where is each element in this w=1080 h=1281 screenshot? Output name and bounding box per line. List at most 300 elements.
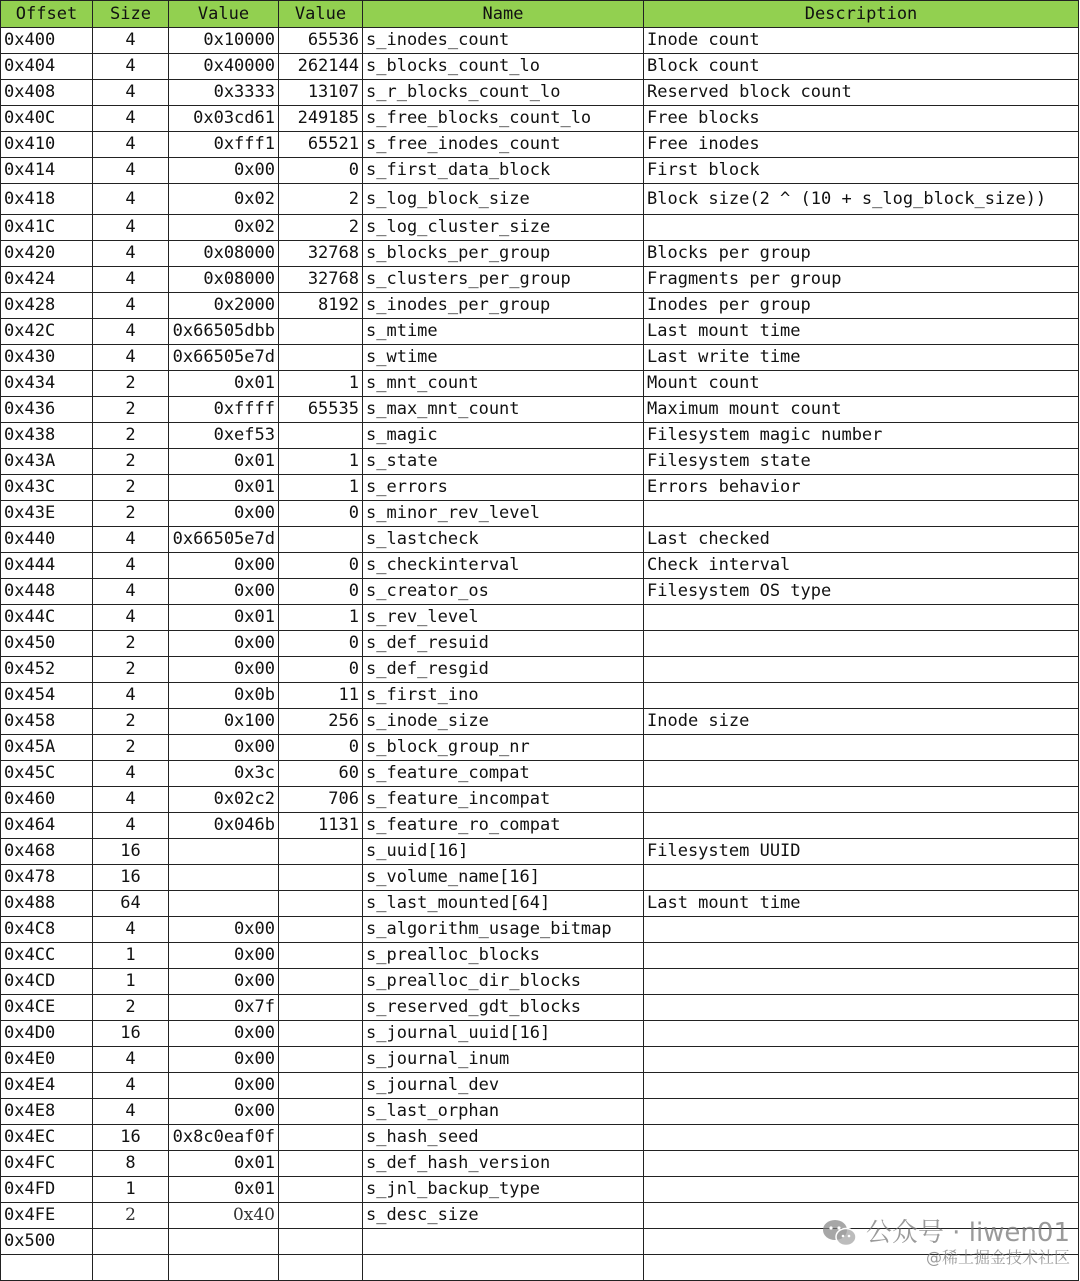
cell-offset: 0x42C (1, 319, 93, 345)
cell-value-dec (279, 1177, 363, 1203)
cell-offset: 0x452 (1, 657, 93, 683)
table-row (1, 969, 1079, 995)
cell-field-name: s_log_block_size (363, 184, 644, 215)
cell-description (644, 735, 1079, 761)
table-row (1, 54, 1079, 80)
cell-size: 4 (93, 553, 169, 579)
cell-field-name: s_jnl_backup_type (363, 1177, 644, 1203)
table-row (1, 475, 1079, 501)
table-row (1, 371, 1079, 397)
cell-value-hex: 0x01 (169, 1151, 279, 1177)
cell-value-dec (279, 1099, 363, 1125)
cell-offset: 0x420 (1, 241, 93, 267)
cell-value-hex: 0x100 (169, 709, 279, 735)
cell-description: Last checked (644, 527, 1079, 553)
table-row (1, 1177, 1079, 1203)
cell-value-hex: 0x3333 (169, 80, 279, 106)
cell-value-hex: 0x8c0eaf0f (169, 1125, 279, 1151)
cell-description: Fragments per group (644, 267, 1079, 293)
cell-value-hex: 0x00 (169, 501, 279, 527)
cell-offset: 0x410 (1, 132, 93, 158)
cell-offset: 0x404 (1, 54, 93, 80)
cell-value-dec: 32768 (279, 267, 363, 293)
cell-description: Inodes per group (644, 293, 1079, 319)
cell-value-dec (279, 969, 363, 995)
cell-value-hex: 0x7f (169, 995, 279, 1021)
cell-description (644, 657, 1079, 683)
cell-offset: 0x464 (1, 813, 93, 839)
cell-value-hex: 0xffff (169, 397, 279, 423)
cell-description (644, 1021, 1079, 1047)
table-row (1, 1073, 1079, 1099)
cell-value-dec: 13107 (279, 80, 363, 106)
header-name: Name (363, 1, 644, 28)
cell-value-dec: 706 (279, 787, 363, 813)
table-row (1, 184, 1079, 215)
cell-field-name: s_r_blocks_count_lo (363, 80, 644, 106)
cell-value-dec (279, 891, 363, 917)
cell-value-hex (169, 891, 279, 917)
cell-description: Free blocks (644, 106, 1079, 132)
cell-field-name: s_prealloc_blocks (363, 943, 644, 969)
cell-description (644, 683, 1079, 709)
cell-value-dec: 2 (279, 184, 363, 215)
cell-offset: 0x424 (1, 267, 93, 293)
cell-description: Inode count (644, 28, 1079, 54)
cell-field-name: s_journal_uuid[16] (363, 1021, 644, 1047)
cell-field-name: s_first_ino (363, 683, 644, 709)
cell-value-hex: 0x00 (169, 1047, 279, 1073)
cell-size: 16 (93, 839, 169, 865)
cell-description: Mount count (644, 371, 1079, 397)
cell-size: 4 (93, 787, 169, 813)
cell-size: 1 (93, 969, 169, 995)
cell-offset: 0x4FE (1, 1203, 93, 1229)
cell-size: 4 (93, 241, 169, 267)
cell-size: 4 (93, 1047, 169, 1073)
cell-field-name: s_inodes_count (363, 28, 644, 54)
table-row (1, 449, 1079, 475)
cell-value-dec (279, 1255, 363, 1281)
cell-size: 4 (93, 28, 169, 54)
table-row (1, 657, 1079, 683)
cell-size: 4 (93, 579, 169, 605)
cell-description: Last mount time (644, 891, 1079, 917)
cell-value-dec (279, 319, 363, 345)
table-row (1, 553, 1079, 579)
table-row (1, 132, 1079, 158)
cell-size: 4 (93, 267, 169, 293)
cell-value-hex: 0x00 (169, 1021, 279, 1047)
table-row (1, 423, 1079, 449)
cell-value-dec: 0 (279, 501, 363, 527)
cell-value-hex: 0x00 (169, 917, 279, 943)
cell-field-name: s_state (363, 449, 644, 475)
cell-size: 2 (93, 1203, 169, 1229)
cell-description: Filesystem magic number (644, 423, 1079, 449)
cell-value-dec (279, 1021, 363, 1047)
cell-description (644, 1229, 1079, 1255)
cell-offset: 0x460 (1, 787, 93, 813)
cell-size: 2 (93, 501, 169, 527)
cell-size: 4 (93, 917, 169, 943)
cell-field-name: s_blocks_per_group (363, 241, 644, 267)
watermark-source: @稀土掘金技术社区 (925, 1248, 1070, 1267)
cell-offset: 0x4D0 (1, 1021, 93, 1047)
cell-value-hex: 0x01 (169, 449, 279, 475)
cell-description (644, 1151, 1079, 1177)
cell-size: 2 (93, 709, 169, 735)
watermark-brand-text: 公众号 · liwen01 (865, 1218, 1070, 1248)
cell-value-hex: 0x0b (169, 683, 279, 709)
cell-field-name: s_free_blocks_count_lo (363, 106, 644, 132)
cell-value-hex: 0x10000 (169, 28, 279, 54)
cell-offset: 0x4EC (1, 1125, 93, 1151)
table-row (1, 106, 1079, 132)
cell-value-dec: 0 (279, 553, 363, 579)
cell-field-name: s_feature_ro_compat (363, 813, 644, 839)
cell-value-hex: 0x00 (169, 579, 279, 605)
cell-field-name: s_prealloc_dir_blocks (363, 969, 644, 995)
cell-value-hex: 0x00 (169, 735, 279, 761)
cell-offset: 0x400 (1, 28, 93, 54)
cell-offset: 0x41C (1, 215, 93, 241)
cell-value-dec (279, 527, 363, 553)
cell-size (93, 1255, 169, 1281)
table-row (1, 1255, 1079, 1281)
cell-offset: 0x408 (1, 80, 93, 106)
table-row (1, 527, 1079, 553)
cell-offset: 0x434 (1, 371, 93, 397)
cell-value-dec (279, 1229, 363, 1255)
cell-field-name: s_last_mounted[64] (363, 891, 644, 917)
cell-offset: 0x43A (1, 449, 93, 475)
cell-offset: 0x43C (1, 475, 93, 501)
cell-field-name: s_blocks_count_lo (363, 54, 644, 80)
cell-field-name: s_inode_size (363, 709, 644, 735)
cell-value-dec (279, 1125, 363, 1151)
table-row (1, 813, 1079, 839)
cell-field-name: s_mnt_count (363, 371, 644, 397)
table-row (1, 735, 1079, 761)
table-row (1, 579, 1079, 605)
cell-field-name: s_first_data_block (363, 158, 644, 184)
table-row (1, 267, 1079, 293)
cell-offset: 0x430 (1, 345, 93, 371)
cell-field-name: s_log_cluster_size (363, 215, 644, 241)
header-offset: Offset (1, 1, 93, 28)
cell-offset: 0x4FD (1, 1177, 93, 1203)
cell-field-name: s_wtime (363, 345, 644, 371)
cell-size: 4 (93, 1073, 169, 1099)
table-row (1, 241, 1079, 267)
table-row (1, 397, 1079, 423)
cell-size: 4 (93, 813, 169, 839)
table-row (1, 709, 1079, 735)
cell-value-dec (279, 917, 363, 943)
cell-value-hex: 0x046b (169, 813, 279, 839)
table-row (1, 1099, 1079, 1125)
cell-value-dec: 1 (279, 475, 363, 501)
cell-value-hex: 0x66505dbb (169, 319, 279, 345)
cell-size: 4 (93, 215, 169, 241)
cell-field-name: s_checkinterval (363, 553, 644, 579)
cell-value-dec: 256 (279, 709, 363, 735)
cell-description: Reserved block count (644, 80, 1079, 106)
cell-value-hex: 0x01 (169, 1177, 279, 1203)
cell-value-dec: 11 (279, 683, 363, 709)
cell-description (644, 995, 1079, 1021)
cell-value-hex: 0x40000 (169, 54, 279, 80)
cell-value-hex: 0x00 (169, 1073, 279, 1099)
cell-description (644, 631, 1079, 657)
cell-description (644, 813, 1079, 839)
table-row (1, 319, 1079, 345)
table-row (1, 605, 1079, 631)
table-row (1, 501, 1079, 527)
table-row (1, 1229, 1079, 1255)
cell-size: 1 (93, 943, 169, 969)
cell-value-dec (279, 943, 363, 969)
cell-value-dec: 249185 (279, 106, 363, 132)
cell-field-name: s_def_resgid (363, 657, 644, 683)
cell-size: 2 (93, 371, 169, 397)
cell-field-name: s_lastcheck (363, 527, 644, 553)
table-row (1, 631, 1079, 657)
cell-value-hex: 0x66505e7d (169, 345, 279, 371)
table-header (1, 1, 1079, 28)
cell-size: 2 (93, 397, 169, 423)
cell-value-dec (279, 995, 363, 1021)
cell-description: Filesystem state (644, 449, 1079, 475)
cell-size: 2 (93, 423, 169, 449)
cell-description (644, 1073, 1079, 1099)
cell-description: Free inodes (644, 132, 1079, 158)
cell-field-name: s_errors (363, 475, 644, 501)
cell-value-hex: 0x02 (169, 215, 279, 241)
table-row (1, 839, 1079, 865)
cell-size: 4 (93, 319, 169, 345)
cell-size: 2 (93, 735, 169, 761)
cell-field-name: s_free_inodes_count (363, 132, 644, 158)
cell-field-name (363, 1229, 644, 1255)
cell-value-hex: 0x03cd61 (169, 106, 279, 132)
cell-value-dec: 0 (279, 579, 363, 605)
cell-offset: 0x4FC (1, 1151, 93, 1177)
cell-value-dec: 0 (279, 158, 363, 184)
cell-size: 4 (93, 527, 169, 553)
cell-offset: 0x4E0 (1, 1047, 93, 1073)
cell-value-dec: 262144 (279, 54, 363, 80)
cell-offset: 0x454 (1, 683, 93, 709)
cell-description (644, 943, 1079, 969)
cell-offset: 0x4CD (1, 969, 93, 995)
cell-value-dec: 32768 (279, 241, 363, 267)
cell-size: 4 (93, 80, 169, 106)
cell-value-dec: 0 (279, 631, 363, 657)
cell-field-name: s_reserved_gdt_blocks (363, 995, 644, 1021)
cell-value-dec: 0 (279, 657, 363, 683)
cell-description (644, 761, 1079, 787)
cell-value-hex: 0x08000 (169, 267, 279, 293)
cell-offset: 0x414 (1, 158, 93, 184)
table-body (1, 28, 1079, 1281)
cell-offset: 0x44C (1, 605, 93, 631)
cell-offset: 0x500 (1, 1229, 93, 1255)
cell-value-hex: 0x40 (169, 1203, 279, 1229)
cell-value-hex (169, 865, 279, 891)
cell-value-hex: 0x00 (169, 1099, 279, 1125)
cell-value-dec: 1 (279, 605, 363, 631)
cell-size: 1 (93, 1177, 169, 1203)
cell-description (644, 1125, 1079, 1151)
cell-description (644, 917, 1079, 943)
table-row (1, 80, 1079, 106)
cell-field-name: s_minor_rev_level (363, 501, 644, 527)
cell-value-hex: 0x00 (169, 631, 279, 657)
cell-size: 2 (93, 449, 169, 475)
header-size: Size (93, 1, 169, 28)
header-description: Description (644, 1, 1079, 28)
cell-description: Blocks per group (644, 241, 1079, 267)
cell-field-name: s_feature_incompat (363, 787, 644, 813)
cell-offset: 0x438 (1, 423, 93, 449)
table-row (1, 1021, 1079, 1047)
cell-size: 4 (93, 683, 169, 709)
cell-size: 2 (93, 475, 169, 501)
cell-offset: 0x436 (1, 397, 93, 423)
cell-value-dec (279, 1151, 363, 1177)
cell-offset: 0x45A (1, 735, 93, 761)
cell-field-name: s_desc_size (363, 1203, 644, 1229)
cell-description: First block (644, 158, 1079, 184)
cell-offset: 0x428 (1, 293, 93, 319)
cell-description: Last write time (644, 345, 1079, 371)
cell-size: 2 (93, 631, 169, 657)
cell-offset: 0x440 (1, 527, 93, 553)
cell-field-name (363, 1255, 644, 1281)
cell-offset: 0x43E (1, 501, 93, 527)
cell-value-hex: 0x00 (169, 969, 279, 995)
table-row (1, 1125, 1079, 1151)
cell-size: 4 (93, 605, 169, 631)
cell-description: Last mount time (644, 319, 1079, 345)
cell-value-dec (279, 1073, 363, 1099)
cell-field-name: s_algorithm_usage_bitmap (363, 917, 644, 943)
cell-value-hex: 0x00 (169, 158, 279, 184)
cell-value-dec: 60 (279, 761, 363, 787)
cell-offset: 0x478 (1, 865, 93, 891)
cell-size: 4 (93, 54, 169, 80)
cell-description: Block count (644, 54, 1079, 80)
cell-value-dec (279, 423, 363, 449)
cell-value-dec: 1 (279, 371, 363, 397)
cell-description: Errors behavior (644, 475, 1079, 501)
cell-description (644, 865, 1079, 891)
cell-description: Maximum mount count (644, 397, 1079, 423)
cell-value-dec (279, 345, 363, 371)
cell-value-hex: 0x01 (169, 371, 279, 397)
cell-value-dec (279, 1047, 363, 1073)
cell-value-dec (279, 865, 363, 891)
cell-description (644, 605, 1079, 631)
cell-offset: 0x418 (1, 184, 93, 215)
cell-field-name: s_def_resuid (363, 631, 644, 657)
cell-size (93, 1229, 169, 1255)
table-row (1, 1151, 1079, 1177)
cell-size: 4 (93, 761, 169, 787)
cell-value-hex: 0x00 (169, 943, 279, 969)
cell-size: 16 (93, 1125, 169, 1151)
cell-size: 4 (93, 1099, 169, 1125)
table-row (1, 943, 1079, 969)
cell-value-hex: 0xfff1 (169, 132, 279, 158)
cell-size: 2 (93, 995, 169, 1021)
cell-offset: 0x450 (1, 631, 93, 657)
cell-value-hex: 0x01 (169, 475, 279, 501)
cell-description: Inode size (644, 709, 1079, 735)
cell-size: 2 (93, 657, 169, 683)
cell-field-name: s_journal_dev (363, 1073, 644, 1099)
cell-value-hex: 0x3c (169, 761, 279, 787)
cell-value-dec: 65536 (279, 28, 363, 54)
cell-field-name: s_hash_seed (363, 1125, 644, 1151)
cell-value-hex (169, 1229, 279, 1255)
cell-description (644, 501, 1079, 527)
cell-field-name: s_feature_compat (363, 761, 644, 787)
cell-size: 4 (93, 184, 169, 215)
cell-value-hex: 0x08000 (169, 241, 279, 267)
cell-value-hex (169, 839, 279, 865)
table-row (1, 215, 1079, 241)
cell-field-name: s_mtime (363, 319, 644, 345)
cell-value-hex: 0x02 (169, 184, 279, 215)
cell-offset: 0x4CC (1, 943, 93, 969)
table-row (1, 917, 1079, 943)
cell-field-name: s_uuid[16] (363, 839, 644, 865)
table-row (1, 891, 1079, 917)
cell-description: Block size(2 ^ (10 + s_log_block_size)) (644, 184, 1079, 215)
cell-offset: 0x448 (1, 579, 93, 605)
cell-description (644, 1047, 1079, 1073)
cell-field-name: s_max_mnt_count (363, 397, 644, 423)
cell-value-dec: 1131 (279, 813, 363, 839)
cell-field-name: s_inodes_per_group (363, 293, 644, 319)
cell-value-dec (279, 839, 363, 865)
cell-value-hex: 0x2000 (169, 293, 279, 319)
cell-field-name: s_journal_inum (363, 1047, 644, 1073)
cell-offset: 0x444 (1, 553, 93, 579)
cell-size: 4 (93, 132, 169, 158)
table-row (1, 1203, 1079, 1229)
cell-offset: 0x488 (1, 891, 93, 917)
cell-field-name: s_last_orphan (363, 1099, 644, 1125)
cell-description (644, 1255, 1079, 1281)
table-row (1, 28, 1079, 54)
cell-field-name: s_volume_name[16] (363, 865, 644, 891)
cell-field-name: s_rev_level (363, 605, 644, 631)
table-row (1, 787, 1079, 813)
cell-description: Filesystem OS type (644, 579, 1079, 605)
cell-offset: 0x468 (1, 839, 93, 865)
cell-description (644, 1203, 1079, 1229)
cell-value-dec: 1 (279, 449, 363, 475)
cell-description (644, 969, 1079, 995)
cell-field-name: s_magic (363, 423, 644, 449)
cell-offset: 0x4E8 (1, 1099, 93, 1125)
table-row (1, 345, 1079, 371)
cell-size: 4 (93, 106, 169, 132)
